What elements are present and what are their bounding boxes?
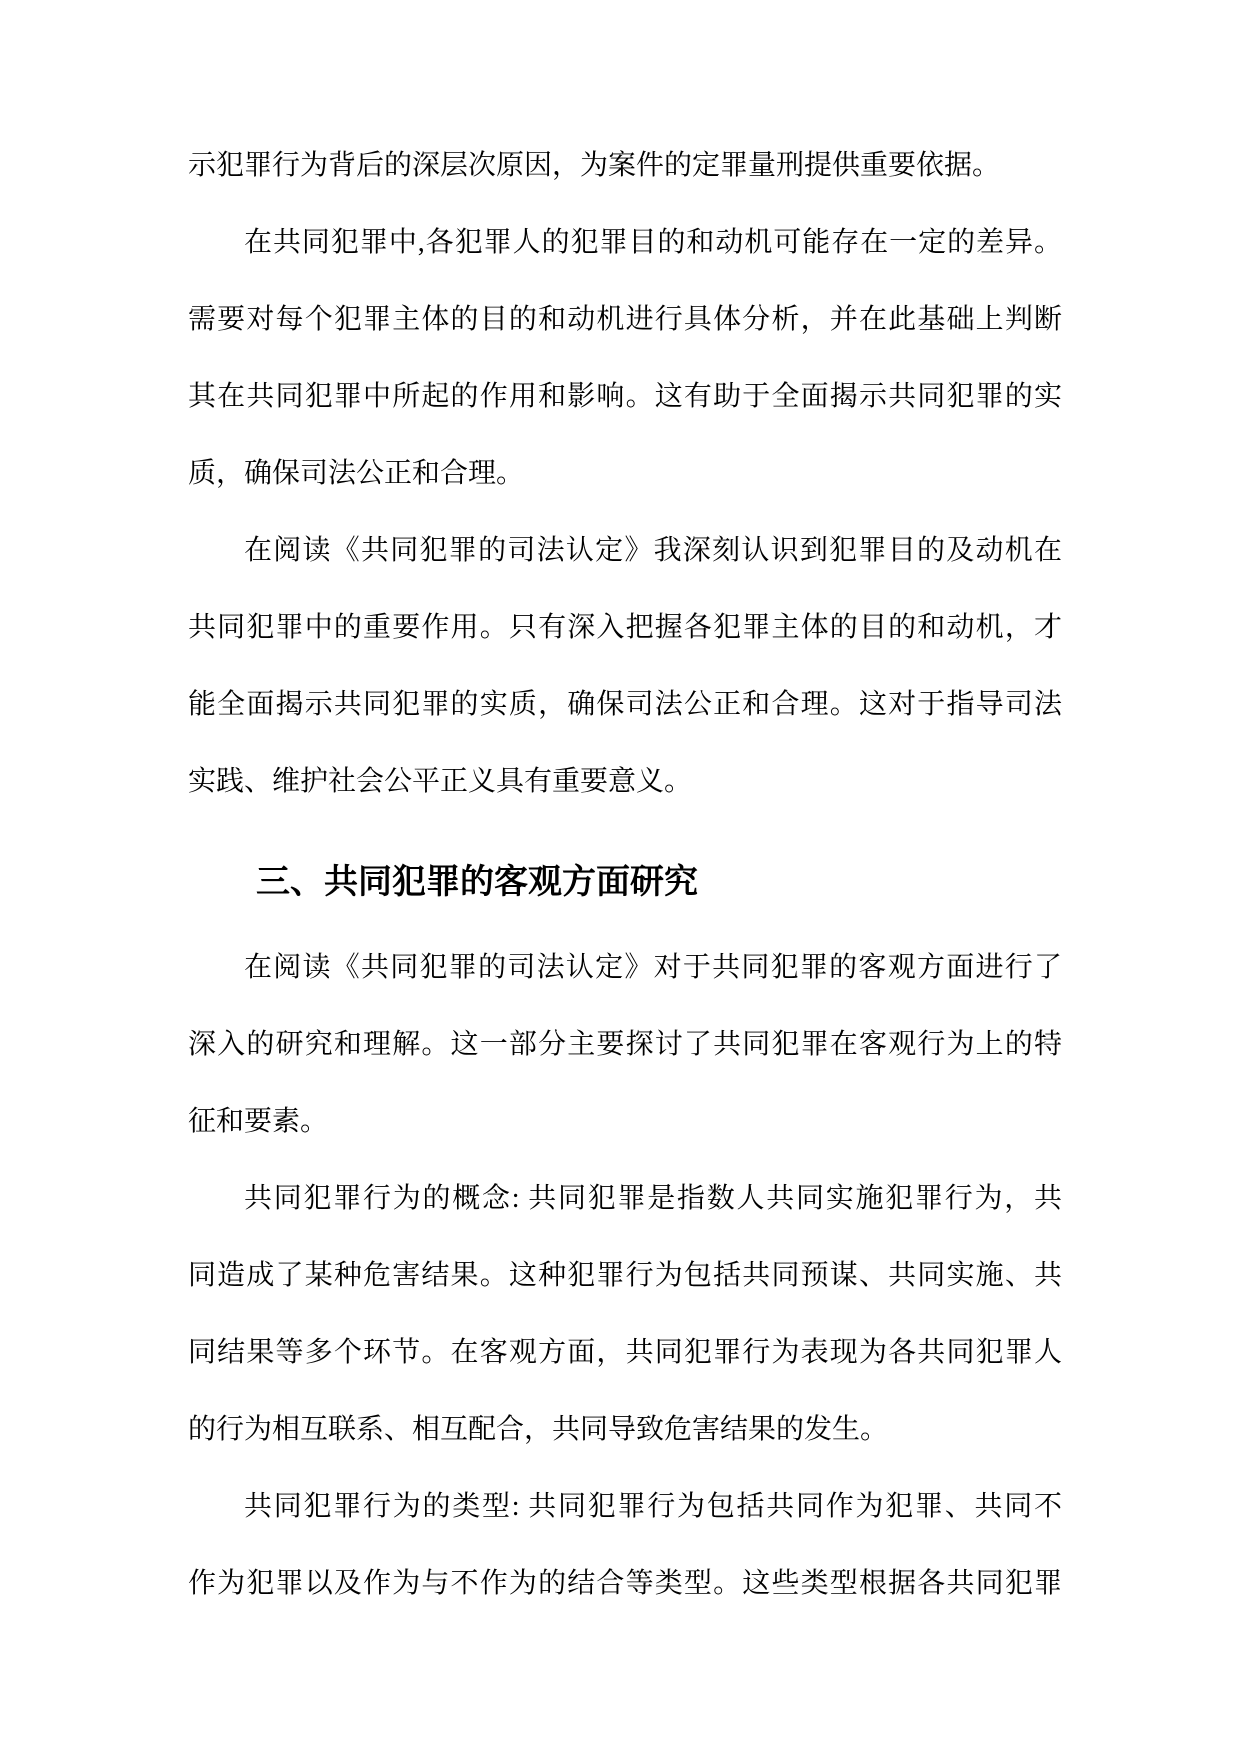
paragraph	[188, 929, 1062, 1160]
text-line: 共同犯罪行为的概念: 共同犯罪是指数人共同实施犯罪行为，共	[244, 1183, 1062, 1214]
text-line: 示犯罪行为背后的深层次原因，为案件的定罪量刑提供重要依据。	[188, 150, 1001, 181]
text-line: 质，确保司法公正和合理。	[188, 458, 525, 489]
paragraph	[188, 204, 1062, 512]
paragraph	[188, 1468, 1062, 1622]
section-heading: 三、共同犯罪的客观方面研究	[256, 863, 698, 901]
text-line: 征和要素。	[188, 1106, 329, 1137]
text-line: 共同犯罪中的重要作用。只有深入把握各犯罪主体的目的和动机，才	[188, 612, 1062, 643]
text-line: 在共同犯罪中,各犯罪人的犯罪目的和动机可能存在一定的差异。	[244, 227, 1062, 258]
text-line: 在阅读《共同犯罪的司法认定》我深刻认识到犯罪目的及动机在	[244, 535, 1062, 566]
paragraph	[188, 512, 1062, 820]
text-line: 同造成了某种危害结果。这种犯罪行为包括共同预谋、共同实施、共	[188, 1260, 1062, 1291]
text-line: 同结果等多个环节。在客观方面，共同犯罪行为表现为各共同犯罪人	[188, 1337, 1062, 1368]
text-line: 在阅读《共同犯罪的司法认定》对于共同犯罪的客观方面进行了	[244, 952, 1062, 983]
paragraph	[188, 127, 1062, 204]
text-line: 共同犯罪行为的类型: 共同犯罪行为包括共同作为犯罪、共同不	[244, 1491, 1062, 1522]
text-line: 作为犯罪以及作为与不作为的结合等类型。这些类型根据各共同犯罪	[188, 1568, 1062, 1599]
text-line: 实践、维护社会公平正义具有重要意义。	[188, 766, 693, 797]
document-body	[188, 127, 1062, 1622]
text-line: 其在共同犯罪中所起的作用和影响。这有助于全面揭示共同犯罪的实	[188, 381, 1062, 412]
text-line: 的行为相互联系、相互配合，共同导致危害结果的发生。	[188, 1414, 889, 1445]
text-line: 深入的研究和理解。这一部分主要探讨了共同犯罪在客观行为上的特	[188, 1029, 1062, 1060]
text-line: 能全面揭示共同犯罪的实质，确保司法公正和合理。这对于指导司法	[188, 689, 1062, 720]
text-line: 需要对每个犯罪主体的目的和动机进行具体分析，并在此基础上判断	[188, 304, 1062, 335]
paragraph	[188, 1160, 1062, 1468]
